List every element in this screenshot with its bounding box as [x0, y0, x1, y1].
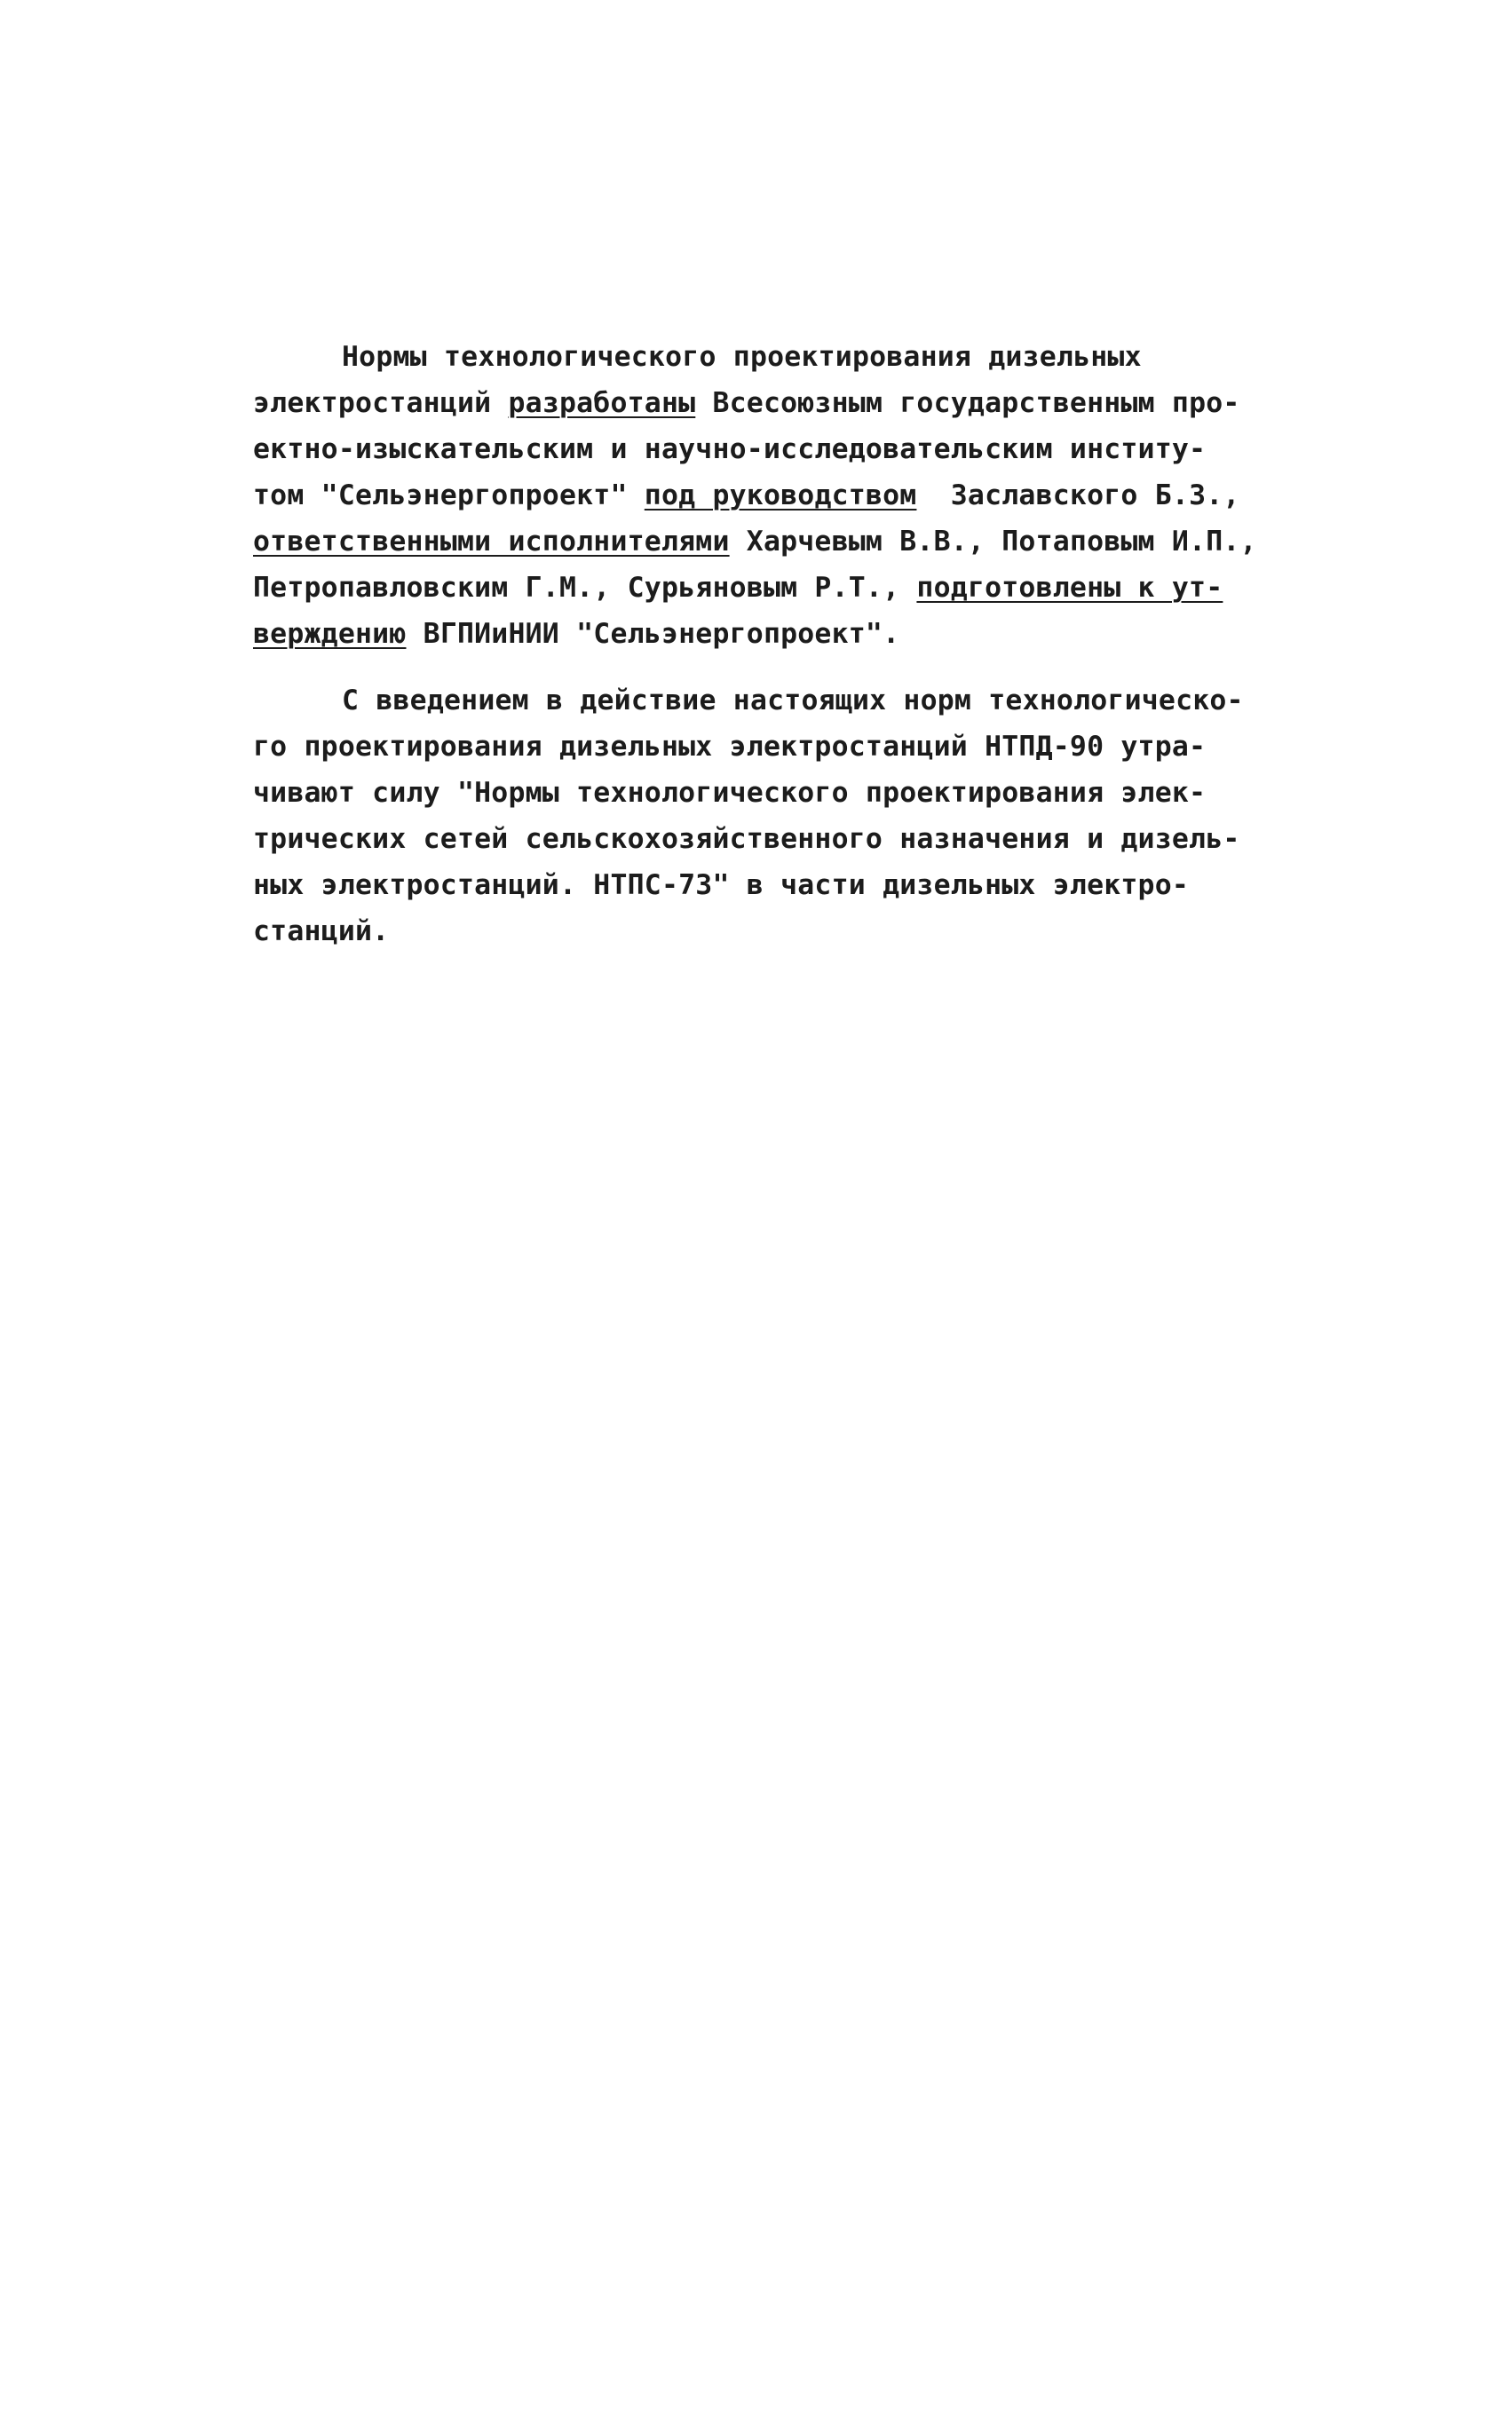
underlined-text: верждению	[253, 618, 407, 650]
paragraph-developers	[253, 334, 1274, 657]
underlined-text: ответственными исполнителями	[253, 526, 730, 558]
text-segment: Заславского Б.З.,	[916, 479, 1240, 511]
text-segment: го проектирования дизельных электростанций НТПД-90 утра-	[253, 731, 1207, 763]
text-segment: ВГПИиНИИ "Сельэнергопроект".	[406, 618, 900, 650]
text-segment: чивают силу "Нормы технологического проектирования элек-	[253, 777, 1207, 809]
text-segment: станций.	[253, 915, 390, 947]
text-line	[253, 380, 1274, 426]
text-segment: Нормы технологического проектирования дизельных	[342, 341, 1142, 373]
text-segment: Петропавловским Г.М., Сурьяновым Р.Т.,	[253, 572, 917, 604]
text-line	[253, 908, 1274, 954]
text-line	[253, 724, 1274, 770]
text-line	[253, 426, 1274, 472]
text-segment: ных электростанций. НТПС-73" в части дизельных электро-	[253, 869, 1190, 901]
text-line	[253, 472, 1274, 518]
text-line	[253, 862, 1274, 908]
text-line	[253, 518, 1274, 565]
text-segment: трических сетей сельскохозяйственного назначения и дизель-	[253, 823, 1240, 855]
text-line	[253, 334, 1274, 380]
text-line	[253, 770, 1274, 816]
paragraph-supersession	[253, 677, 1274, 954]
text-line	[253, 816, 1274, 862]
text-segment: том "Сельэнергопроект"	[253, 479, 645, 511]
underlined-text: под руководством	[644, 479, 917, 511]
text-segment: ектно-изыскательским и научно-исследовательским институ-	[253, 433, 1207, 465]
text-segment: Всесоюзным государственным про-	[695, 387, 1240, 419]
text-segment: Харчевым В.В., Потаповым И.П.,	[729, 526, 1257, 558]
text-line	[253, 611, 1274, 657]
text-line	[253, 677, 1274, 724]
text-segment: С введением в действие настоящих норм технологическо-	[342, 685, 1244, 716]
text-line	[253, 565, 1274, 611]
underlined-text: подготовлены к ут-	[916, 572, 1223, 604]
text-segment: электростанций	[253, 387, 509, 419]
underlined-text: разработаны	[508, 387, 696, 419]
